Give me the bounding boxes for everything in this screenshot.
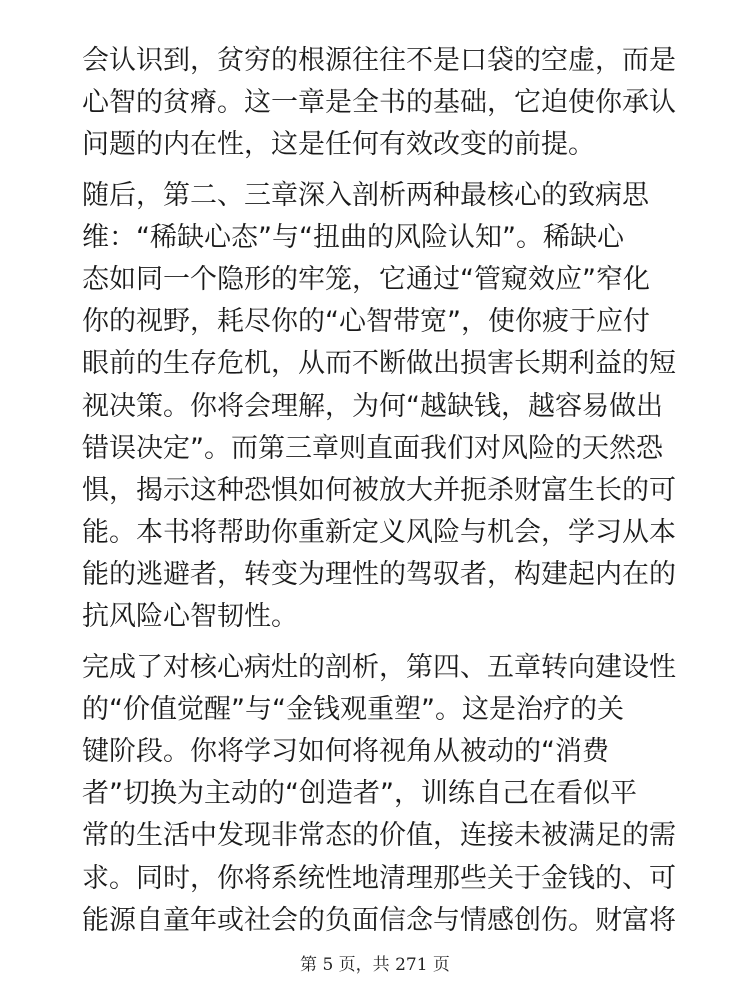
text-line: 心智的贫瘠。这一章是全书的基础，它迫使你承认 [82,87,676,119]
text-line: 随后，第二、三章深入剖析两种最核心的致病思 [82,179,649,211]
text-line: 能的逃避者，转变为理性的驾驭者，构建起内在的 [82,559,676,591]
body-text [82,40,676,950]
text-line: 态如同一个隐形的牢笼，它通过“管窥效应”窄化 [82,263,650,295]
text-line: 眼前的生存危机，从而不断做出损害长期利益的短 [82,348,676,380]
text-line: 能。本书将帮助你重新定义风险与机会，学习从本 [82,517,676,549]
text-line: 者”切换为主动的“创造者”，训练自己在看似平 [82,778,637,810]
text-line: 会认识到，贫穷的根源往往不是口袋的空虚，而是 [82,45,676,76]
page-number-footer: 第 5 页，共 271 页 [300,955,450,975]
text-line: 抗风险心智韧性。 [82,601,298,633]
text-line: 视决策。你将会理解，为何“越缺钱，越容易做出 [82,390,663,422]
text-line: 维：“稀缺心态”与“扭曲的风险认知”。稀缺心 [82,221,624,253]
text-line: 完成了对核心病灶的剖析，第四、五章转向建设性 [82,651,676,683]
text-line: 你的视野，耗尽你的“心智带宽”，使你疲于应付 [82,306,650,338]
text-line: 的“价值觉醒”与“金钱观重塑”。这是治疗的关 [82,693,624,725]
text-line: 问题的内在性，这是任何有效改变的前提。 [82,129,595,161]
paragraph-1 [82,40,676,167]
text-line: 键阶段。你将学习如何将视角从被动的“消费 [82,736,609,767]
text-line: 惧，揭示这种恐惧如何被放大并扼杀财富生长的可 [82,474,676,506]
text-line: 错误决定”。而第三章则直面我们对风险的天然恐 [82,432,663,464]
text-line: 求。同时，你将系统性地清理那些关于金钱的、可 [82,862,676,894]
paragraph-2 [82,175,676,639]
paragraph-3 [82,647,676,942]
text-line: 常的生活中发现非常态的价值，连接未被满足的需 [82,820,676,852]
text-line: 能源自童年或社会的负面信念与情感创伤。财富将 [82,904,676,936]
